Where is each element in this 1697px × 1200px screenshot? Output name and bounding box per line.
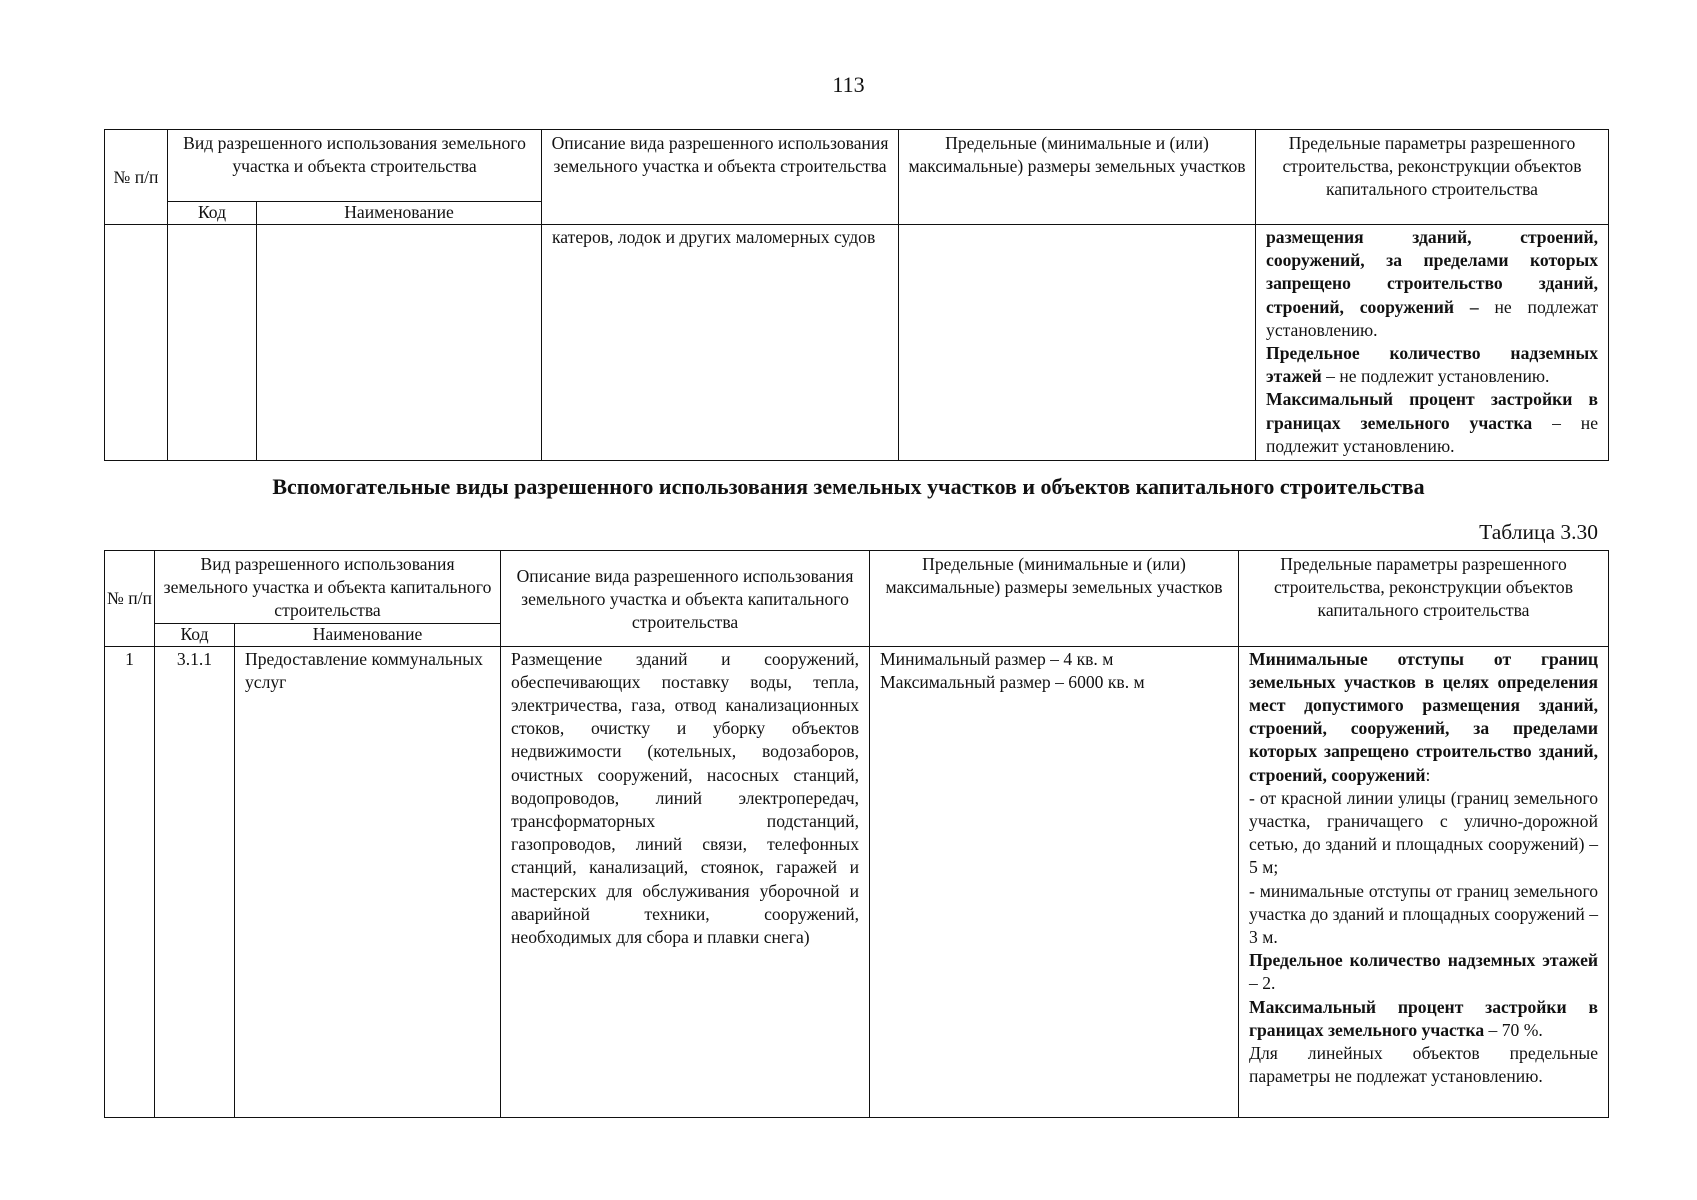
table-caption: Таблица 3.30: [1479, 520, 1598, 544]
cell-parametry: [1256, 225, 1609, 461]
header-opisanie: Описание вида разрешенного использования земельного участка и объекта строительства: [542, 130, 899, 225]
header-num: № п/п: [105, 130, 168, 225]
cell-opisanie: катеров, лодок и других маломерных судов: [542, 225, 899, 461]
header-kod: Код: [168, 202, 257, 225]
header-parametry: Предельные параметры разрешенного строительства, реконструкции объектов капитального строительства: [1239, 551, 1609, 647]
param-coverage: Максимальный процент застройки в границах земельного участка – 70 %.: [1249, 996, 1599, 1040]
size-min: Минимальный размер – 4 кв. м: [880, 648, 1114, 669]
cell-parametry: [1239, 646, 1609, 1117]
param-setback-item-1: - от красной линии улицы (границ земельного участка, граничащего с улично-дорожной сетью, до зданий и площадных сооружений) – 5 м;: [1249, 787, 1599, 878]
cell-num: [105, 225, 168, 461]
cell-razmery: [899, 225, 1256, 461]
param-floors: Предельное количество надземных этажей – не подлежит установлению.: [1266, 343, 1599, 387]
size-max: Максимальный размер – 6000 кв. м: [880, 671, 1145, 692]
header-parametry: Предельные параметры разрешенного строительства, реконструкции объектов капитального строительства: [1256, 130, 1609, 225]
header-num: № п/п: [105, 551, 155, 647]
cell-naim: [257, 225, 542, 461]
cell-kod: [168, 225, 257, 461]
cell-opisanie: Размещение зданий и сооружений, обеспечивающих поставку воды, тепла, электричества, газа, отвод канализационных стоков, очистку и уборку объектов недвижимости (котельных, водозаборов, очистных сооружений, насосных станций, водопроводов, линий электропередач, трансформаторных подстанций, газопроводов, линий связи, телефонных станций, канализаций, стоянок, гаражей и мастерских для обслуживания уборочной и аварийной техники, сооружений, необходимых для сбора и плавки снега): [501, 646, 870, 1117]
cell-razmery: [870, 646, 1239, 1117]
auxiliary-use-table: [104, 550, 1609, 1118]
table-row: [105, 646, 1609, 1117]
param-coverage: Максимальный процент застройки в границах земельного участка – не подлежит установлению.: [1266, 389, 1599, 456]
page-number: 113: [832, 72, 865, 97]
cell-num: 1: [105, 646, 155, 1117]
cell-kod: 3.1.1: [155, 646, 235, 1117]
header-vid: Вид разрешенного использования земельного участка и объекта капитального строительства: [155, 551, 501, 624]
param-setback-item-2: - минимальные отступы от границ земельного участка до зданий и площадных сооружений – 3 м.: [1249, 880, 1599, 948]
header-vid: Вид разрешенного использования земельного участка и объекта строительства: [168, 130, 542, 202]
header-opisanie: Описание вида разрешенного использования земельного участка и объекта капитального строительства: [501, 551, 870, 647]
header-naim: Наименование: [235, 623, 501, 646]
cell-naim: Предоставление коммунальных услуг: [235, 646, 501, 1117]
param-setback: размещения зданий, строений, сооружений, за пределами которых запрещено строительство зданий, строений, сооружений – не подлежат установлению.: [1266, 227, 1599, 340]
param-setback: Минимальные отступы от границ земельных участков в целях определения мест допустимого размещения зданий, строений, сооружений, за пределами которых запрещено строительство зданий, строений, сооружений:: [1249, 648, 1599, 785]
header-kod: Код: [155, 623, 235, 646]
header-razmery: Предельные (минимальные и (или) максимальные) размеры земельных участков: [899, 130, 1256, 225]
main-use-table-continuation: [104, 129, 1609, 461]
section-heading: Вспомогательные виды разрешенного использования земельных участков и объектов капитального строительства: [272, 474, 1425, 499]
header-razmery: Предельные (минимальные и (или) максимальные) размеры земельных участков: [870, 551, 1239, 647]
param-floors: Предельное количество надземных этажей – 2.: [1249, 950, 1599, 994]
param-linear-objects: Для линейных объектов предельные параметры не подлежат установлению.: [1249, 1043, 1599, 1087]
header-naim: Наименование: [257, 202, 542, 225]
table-row: [105, 225, 1609, 461]
